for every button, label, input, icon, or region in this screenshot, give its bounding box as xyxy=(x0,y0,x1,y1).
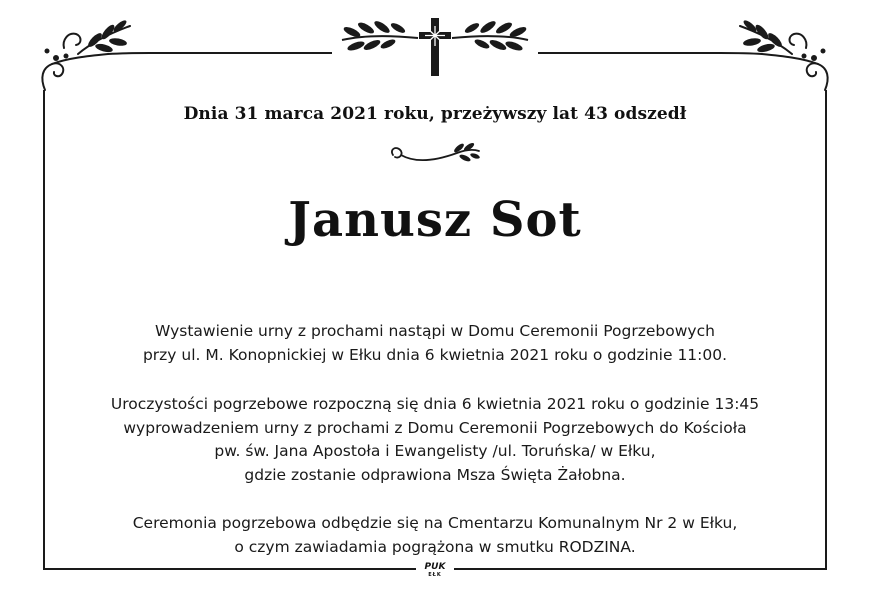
viewing-line: przy ul. M. Konopnickiej w Ełku dnia 6 kwietnia 2021 roku o godzinie 11:00. xyxy=(142,345,728,364)
burial-line: Ceremonia pogrzebowa odbędzie się na Cmentarzu Komunalnym Nr 2 w Ełku, xyxy=(132,514,738,532)
laurel-right-icon xyxy=(450,20,532,54)
top-border-right xyxy=(538,52,720,54)
viewing-line: Wystawienie urny z prochami nastąpi w Domu Ceremonii Pogrzebowych xyxy=(155,322,715,340)
laurel-left-icon xyxy=(338,20,420,54)
corner-flourish-right-icon xyxy=(717,18,832,93)
divider-flourish-icon xyxy=(385,143,485,167)
funeral-line: gdzie zostanie odprawiona Msza Święta Żałobna. xyxy=(244,465,626,484)
funeral-line: Uroczystości pogrzebowe rozpoczną się dnia 6 kwietnia 2021 roku o godzinie 13:45 xyxy=(110,395,760,413)
burial-line: o czym zawiadamia pogrążona w smutku RODZINA. xyxy=(234,537,636,556)
deceased-name: Janusz Sot xyxy=(288,192,582,248)
funeral-line: wyprowadzeniem urny z prochami z Domu Ceremonii Pogrzebowych do Kościoła xyxy=(123,418,747,437)
burial-paragraph xyxy=(0,512,870,559)
corner-flourish-left-icon xyxy=(38,18,153,93)
intro-line: Dnia 31 marca 2021 roku, przeżywszy lat 43 odszedł xyxy=(183,104,687,124)
top-border-left xyxy=(150,52,332,54)
puk-logo-subtext: EŁK xyxy=(428,572,442,578)
puk-logo-text: PUK xyxy=(424,562,446,572)
puk-logo xyxy=(416,563,454,578)
funeral-paragraph xyxy=(0,393,870,487)
viewing-paragraph xyxy=(0,320,870,367)
funeral-line: pw. św. Jana Apostoła i Ewangelisty /ul. Toruńska/ w Ełku, xyxy=(214,442,656,460)
cross-icon xyxy=(416,16,454,78)
